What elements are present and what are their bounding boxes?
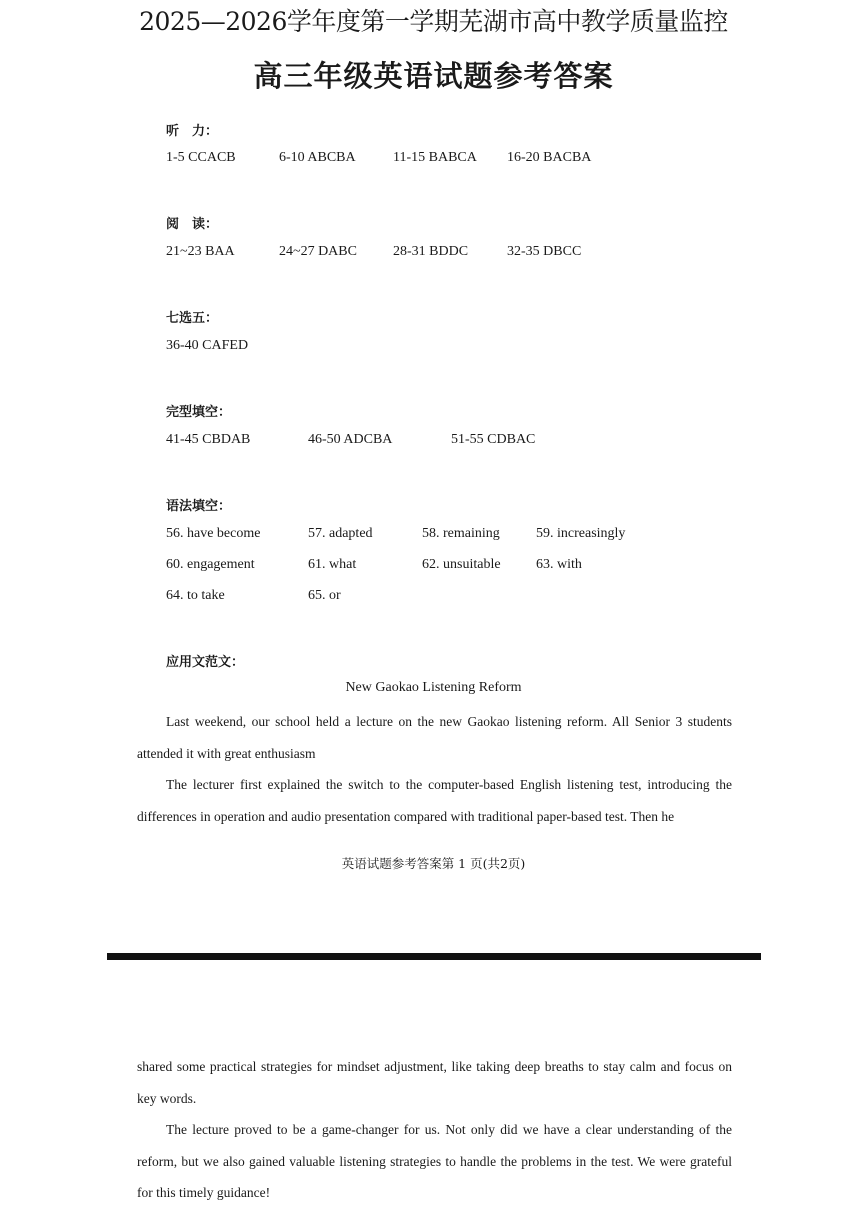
section-label-reading: 阅 读：: [166, 217, 219, 232]
essay-title: New Gaokao Listening Reform: [345, 680, 522, 695]
essay-paragraph: The lecture proved to be a game-changer for us. Not only did we have a clear understanding of the reform, but we also gained valuable listening strategies to handle the problems in the test. We were grateful for this timely guidance!: [137, 1122, 732, 1200]
grammar-answer: 60. engagement: [166, 557, 255, 572]
answer-group: 6-10 ABCBA: [279, 150, 356, 165]
grammar-answer: 62. unsuitable: [422, 557, 501, 572]
grammar-answer: 59. increasingly: [536, 526, 626, 541]
grammar-answer: 56. have become: [166, 526, 261, 541]
answer-group: 24~27 DABC: [279, 244, 357, 259]
page-footer: 英语试题参考答案第 1 页(共2页): [341, 856, 526, 871]
answer-group: 32-35 DBCC: [507, 244, 582, 259]
answer-group: 21~23 BAA: [166, 244, 235, 259]
answer-group: 36-40 CAFED: [166, 338, 249, 353]
grammar-answer: 64. to take: [166, 588, 225, 603]
section-label-writing: 应用文范文：: [166, 655, 245, 670]
exam-title: 2025—2026学年度第一学期芜湖市高中教学质量监控: [139, 7, 728, 36]
section-label-seven-five: 七选五：: [166, 311, 219, 326]
section-label-cloze: 完型填空：: [166, 405, 232, 420]
section-label-grammar: 语法填空：: [166, 499, 232, 514]
answer-group: 41-45 CBDAB: [166, 432, 251, 447]
essay-paragraph: shared some practical strategies for mindset adjustment, like taking deep breaths to stay calm and focus on key words.: [137, 1059, 732, 1106]
answer-group: 51-55 CDBAC: [451, 432, 536, 447]
essay-paragraph: The lecturer first explained the switch to the computer-based English listening test, introducing the differences in operation and audio presentation compared with traditional paper-based test. Then he: [137, 777, 732, 824]
answer-key-title: 高三年级英语试题参考答案: [253, 59, 614, 93]
answer-group: 11-15 BABCA: [393, 150, 477, 165]
grammar-answer: 63. with: [536, 557, 582, 572]
grammar-answer: 61. what: [308, 557, 357, 572]
answer-group: 16-20 BACBA: [507, 150, 592, 165]
grammar-answer: 57. adapted: [308, 526, 373, 541]
answer-group: 1-5 CCACB: [166, 150, 236, 165]
answer-group: 28-31 BDDC: [393, 244, 469, 259]
grammar-answer: 58. remaining: [422, 526, 500, 541]
section-label-listening: 听 力：: [166, 124, 219, 139]
grammar-answer: 65. or: [308, 588, 341, 603]
essay-paragraph: Last weekend, our school held a lecture on the new Gaokao listening reform. All Senior 3 students attended it with great enthusiasm: [137, 714, 732, 761]
page-divider: [107, 953, 761, 960]
answer-group: 46-50 ADCBA: [308, 432, 393, 447]
